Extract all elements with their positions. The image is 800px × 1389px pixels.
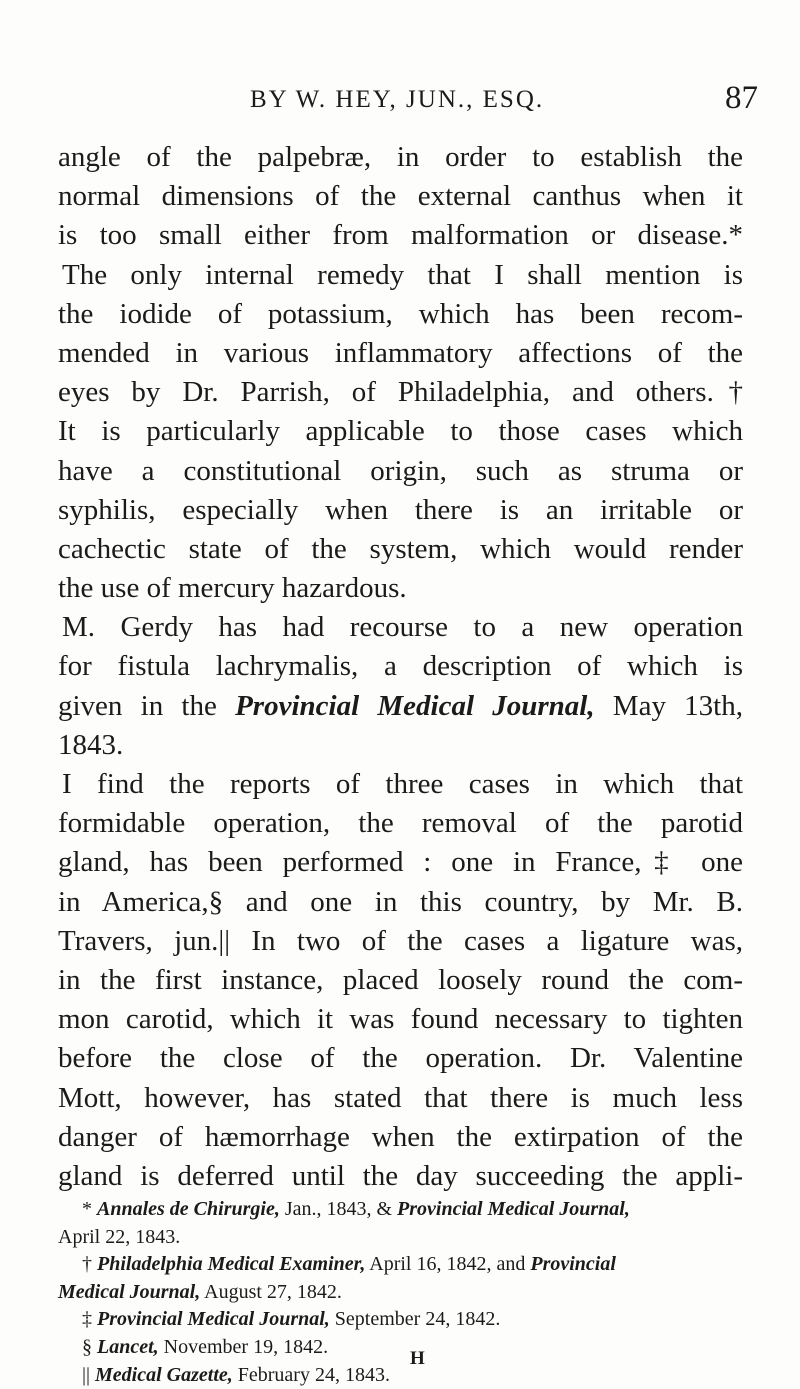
text-fragment: November 19, 1842. <box>158 1335 329 1358</box>
footnote <box>58 1251 748 1279</box>
citation-title: Provincial Medical Journal, <box>397 1198 630 1220</box>
text-line: Mott, however, has stated that there is much less <box>58 1081 743 1114</box>
text-line: The only internal remedy that I shall mention is <box>62 258 743 291</box>
text-line-journal <box>58 687 743 726</box>
text-line: normal dimensions of the external canthus when it <box>58 180 743 213</box>
text-line: gland, has been performed : one in France,‡ one <box>58 846 743 879</box>
text-line: is too small either from malformation or disease.* <box>58 219 743 252</box>
text-line: I find the reports of three cases in which that <box>62 768 743 800</box>
text-line: eyes by Dr. Parrish, of Philadelphia, and others.† <box>58 376 743 409</box>
signature-mark: H <box>410 1348 425 1369</box>
footnote-mark: * <box>82 1198 92 1220</box>
text-line: mon carotid, which it was found necessary to tighten <box>58 1003 743 1036</box>
text-fragment: February 24, 1843. <box>232 1363 390 1386</box>
footnote-mark: § <box>82 1335 92 1358</box>
footnote-continuation: April 22, 1843. <box>58 1225 181 1248</box>
text-line: for fistula lachrymalis, a description of which is <box>58 650 743 683</box>
text-line: gland is deferred until the day succeeding the appli- <box>58 1159 743 1192</box>
running-title: BY W. HEY, JUN., ESQ. <box>250 86 545 113</box>
footnotes <box>58 1196 748 1389</box>
text-line: in the first instance, placed loosely round the com- <box>58 963 743 996</box>
footnote <box>58 1362 748 1389</box>
text-fragment: April 16, 1842, and <box>365 1253 531 1276</box>
text-fragment: September 24, 1842. <box>329 1308 501 1331</box>
footnote-mark: † <box>82 1253 92 1276</box>
text-line: in America,§ and one in this country, by Mr. B. <box>58 885 743 918</box>
journal-title: Provincial Medical Journal, <box>235 689 595 722</box>
text-line: syphilis, especially when there is an irritable or <box>58 493 743 526</box>
footnote-mark: ‡ <box>82 1308 92 1331</box>
text-fragment: Jan., 1843, & <box>279 1198 398 1220</box>
footnote-mark: || <box>82 1363 91 1386</box>
footnote-continuation <box>58 1279 748 1307</box>
citation-title: Annales de Chirurgie, <box>97 1198 280 1220</box>
text-line: before the close of the operation. Dr. Valentine <box>58 1042 743 1075</box>
text-line: It is particularly applicable to those cases which <box>58 415 743 448</box>
text-line: angle of the palpebræ, in order to establish the <box>58 141 743 173</box>
citation-title: Provincial <box>530 1253 616 1276</box>
citation-title: Medical Journal, <box>58 1280 201 1303</box>
text-fragment: given in the <box>58 689 236 722</box>
running-head <box>0 80 800 126</box>
text-line: cachectic state of the system, which would render <box>58 532 743 565</box>
text-line: have a constitutional origin, such as struma or <box>58 454 743 487</box>
text-fragment: May 13th, <box>594 689 743 722</box>
text-line: Travers, jun.|| In two of the cases a ligature was, <box>58 924 743 957</box>
footnote <box>58 1306 748 1334</box>
text-line: formidable operation, the removal of the parotid <box>58 807 743 840</box>
text-line: danger of hæmorrhage when the extirpation of the <box>58 1120 743 1153</box>
text-line: 1843. <box>58 728 124 761</box>
body-text <box>58 138 743 1196</box>
citation-title: Provincial Medical Journal, <box>97 1308 330 1331</box>
citation-title: Philadelphia Medical Examiner, <box>97 1253 366 1276</box>
citation-title: Medical Gazette, <box>95 1363 233 1386</box>
text-fragment: August 27, 1842. <box>200 1280 342 1303</box>
text-line: the use of mercury hazardous. <box>58 572 407 605</box>
page-number: 87 <box>725 80 758 116</box>
citation-title: Lancet, <box>97 1335 159 1358</box>
text-line: M. Gerdy has had recourse to a new operation <box>62 611 743 644</box>
text-line: the iodide of potassium, which has been recom- <box>58 297 743 330</box>
footnote <box>58 1334 748 1362</box>
text-line: mended in various inflammatory affections of the <box>58 336 743 369</box>
footnote <box>58 1196 748 1224</box>
